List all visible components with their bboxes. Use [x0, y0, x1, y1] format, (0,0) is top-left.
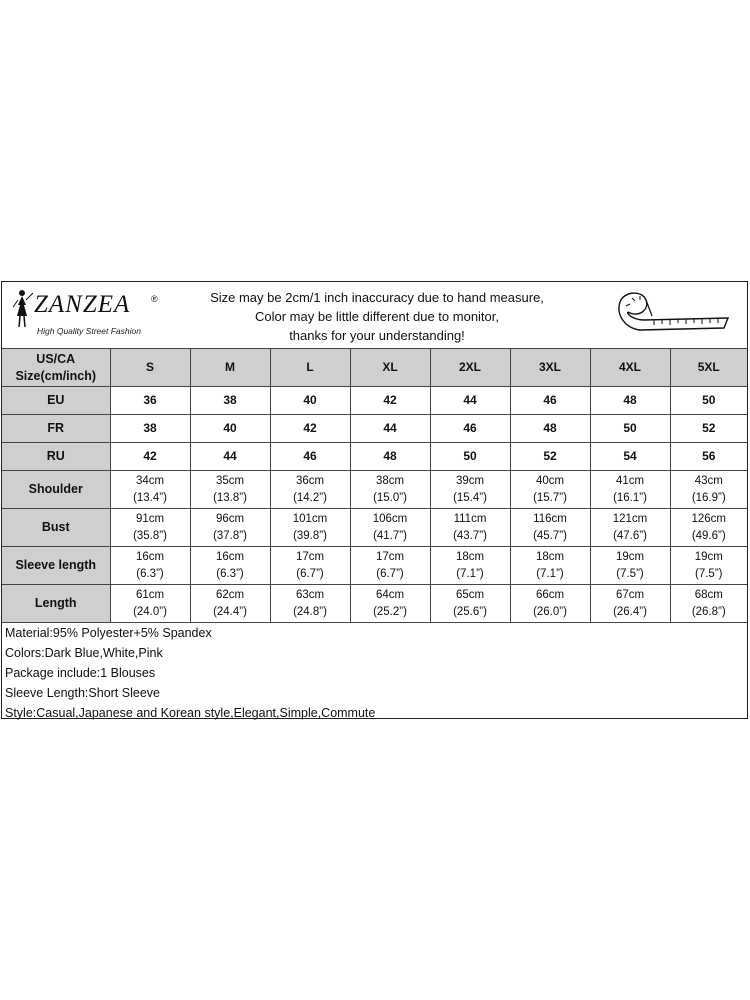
measuring-tape-icon [606, 288, 736, 343]
table-cell: 42 [350, 387, 430, 415]
cm-value: 63cm [295, 588, 325, 601]
cm-value: 35cm [215, 474, 245, 487]
cm-value: 18cm [455, 550, 485, 563]
table-row [2, 415, 747, 443]
table-cell: 42 [110, 443, 190, 471]
table-cell [110, 509, 190, 547]
inch-value: (26.0”) [533, 605, 567, 618]
label-line: Size(cm/inch) [15, 368, 97, 383]
cm-value: 62cm [215, 588, 245, 601]
table-cell [190, 471, 270, 509]
inch-value: (13.8”) [213, 491, 247, 504]
table-cell [110, 471, 190, 509]
row-label: Bust [2, 509, 110, 547]
spec-line: Material:95% Polyester+5% Spandex [5, 626, 212, 640]
registered-mark: ® [151, 294, 158, 304]
cm-value: 67cm [615, 588, 645, 601]
table-row [2, 585, 747, 623]
fashion-figure-icon [10, 289, 36, 329]
row-label: EU [2, 387, 110, 415]
table-cell [110, 547, 190, 585]
brand-name: ZANZEA [34, 291, 131, 318]
brand-logo [8, 287, 188, 343]
cm-value: 17cm [295, 550, 325, 563]
product-specs [5, 623, 375, 723]
table-cell: 50 [670, 387, 747, 415]
table-cell: 54 [590, 443, 670, 471]
cm-value: 38cm [375, 474, 405, 487]
table-cell [430, 471, 510, 509]
table-cell [510, 509, 590, 547]
row-label: FR [2, 415, 110, 443]
table-cell: 48 [590, 387, 670, 415]
note-line: Color may be little different due to monitor, [255, 309, 499, 324]
table-cell: 46 [270, 443, 350, 471]
cm-value: 101cm [292, 512, 328, 525]
size-chart-sheet [1, 281, 748, 719]
table-cell: 52 [510, 443, 590, 471]
table-cell: 50 [590, 415, 670, 443]
table-row [2, 387, 747, 415]
table-cell [350, 585, 430, 623]
table-cell: 52 [670, 415, 747, 443]
chart-header [2, 282, 747, 349]
inch-value: (25.6”) [453, 605, 487, 618]
cm-value: 68cm [694, 588, 723, 601]
cm-value: 17cm [375, 550, 405, 563]
cm-value: 121cm [612, 512, 648, 525]
cm-value: 91cm [135, 512, 165, 525]
inch-value: (25.2”) [373, 605, 407, 618]
table-cell [590, 585, 670, 623]
inch-value: (7.1”) [456, 567, 484, 580]
table-cell: 40 [190, 415, 270, 443]
inch-value: (49.6”) [691, 529, 726, 542]
cm-value: 19cm [694, 550, 723, 563]
table-cell: 38 [190, 387, 270, 415]
table-cell [670, 509, 747, 547]
cm-value: 16cm [135, 550, 165, 563]
size-header: M [190, 349, 270, 387]
inch-value: (37.8”) [213, 529, 247, 542]
spec-line: Style:Casual,Japanese and Korean style,Elegant,Simple,Commute [5, 706, 376, 720]
table-cell: 38 [110, 415, 190, 443]
table-cell [510, 585, 590, 623]
cm-value: 66cm [535, 588, 565, 601]
inch-value: (24.0”) [133, 605, 167, 618]
inch-value: (26.4”) [613, 605, 647, 618]
table-cell [350, 471, 430, 509]
cm-value: 43cm [694, 474, 723, 487]
row-label: RU [2, 443, 110, 471]
table-cell [430, 547, 510, 585]
table-cell [190, 509, 270, 547]
inch-value: (16.1”) [613, 491, 647, 504]
table-cell [670, 471, 747, 509]
table-row [2, 547, 747, 585]
table-cell [270, 547, 350, 585]
inch-value: (7.5”) [616, 567, 644, 580]
table-cell [190, 547, 270, 585]
brand-tagline: High Quality Street Fashion [37, 326, 141, 336]
inch-value: (16.9”) [691, 491, 726, 504]
table-cell [510, 471, 590, 509]
cm-value: 111cm [453, 512, 487, 525]
table-row [2, 443, 747, 471]
table-cell: 46 [430, 415, 510, 443]
row-label: Shoulder [2, 471, 110, 509]
cm-value: 39cm [455, 474, 485, 487]
cm-value: 18cm [535, 550, 565, 563]
table-cell [110, 585, 190, 623]
table-row [2, 471, 747, 509]
inch-value: (45.7”) [533, 529, 567, 542]
inch-value: (6.7”) [376, 567, 404, 580]
inch-value: (47.6”) [613, 529, 647, 542]
size-header: 5XL [670, 349, 747, 387]
size-header: XL [350, 349, 430, 387]
size-header-row [2, 349, 747, 387]
table-cell: 48 [510, 415, 590, 443]
inch-value: (15.4”) [453, 491, 487, 504]
row-label: Length [2, 585, 110, 623]
cm-value: 36cm [295, 474, 325, 487]
inch-value: (7.5”) [695, 567, 723, 580]
table-cell: 42 [270, 415, 350, 443]
table-cell [590, 471, 670, 509]
note-line: Size may be 2cm/1 inch inaccuracy due to hand measure, [210, 290, 544, 305]
size-header: 2XL [430, 349, 510, 387]
inch-value: (6.7”) [296, 567, 324, 580]
size-table [2, 348, 747, 623]
inch-value: (15.7”) [533, 491, 567, 504]
cm-value: 40cm [535, 474, 565, 487]
cm-value: 126cm [691, 512, 727, 525]
table-cell: 40 [270, 387, 350, 415]
table-cell [350, 547, 430, 585]
table-cell [590, 509, 670, 547]
cm-value: 34cm [135, 474, 165, 487]
table-cell: 46 [510, 387, 590, 415]
table-cell [270, 471, 350, 509]
cm-value: 41cm [615, 474, 645, 487]
table-cell [670, 547, 747, 585]
table-cell: 56 [670, 443, 747, 471]
inch-value: (6.3”) [136, 567, 164, 580]
cm-value: 64cm [375, 588, 405, 601]
size-column-label [2, 349, 110, 387]
row-label: Sleeve length [2, 547, 110, 585]
measurement-notes [192, 288, 562, 345]
inch-value: (24.4”) [213, 605, 247, 618]
cm-value: 19cm [615, 550, 645, 563]
table-cell: 44 [430, 387, 510, 415]
inch-value: (43.7”) [453, 529, 487, 542]
table-cell [190, 585, 270, 623]
table-cell: 44 [190, 443, 270, 471]
table-cell [270, 509, 350, 547]
table-row [2, 509, 747, 547]
inch-value: (6.3”) [216, 567, 244, 580]
spec-line: Sleeve Length:Short Sleeve [5, 686, 160, 700]
table-cell: 50 [430, 443, 510, 471]
size-header: 4XL [590, 349, 670, 387]
inch-value: (35.8”) [133, 529, 167, 542]
cm-value: 61cm [135, 588, 165, 601]
table-cell: 44 [350, 415, 430, 443]
inch-value: (26.8”) [691, 605, 726, 618]
inch-value: (39.8”) [293, 529, 327, 542]
cm-value: 16cm [215, 550, 245, 563]
table-cell [590, 547, 670, 585]
size-header: 3XL [510, 349, 590, 387]
note-line: thanks for your understanding! [289, 328, 465, 343]
table-cell: 48 [350, 443, 430, 471]
size-header: S [110, 349, 190, 387]
cm-value: 106cm [372, 512, 408, 525]
table-cell [430, 509, 510, 547]
table-cell [270, 585, 350, 623]
spec-line: Colors:Dark Blue,White,Pink [5, 646, 163, 660]
size-header: L [270, 349, 350, 387]
inch-value: (15.0”) [373, 491, 407, 504]
table-cell: 36 [110, 387, 190, 415]
inch-value: (7.1”) [536, 567, 564, 580]
inch-value: (24.8”) [293, 605, 327, 618]
spec-line: Package include:1 Blouses [5, 666, 156, 680]
cm-value: 116cm [533, 512, 567, 525]
inch-value: (14.2”) [293, 491, 327, 504]
cm-value: 65cm [455, 588, 485, 601]
label-line: US/CA [36, 351, 76, 366]
cm-value: 96cm [215, 512, 245, 525]
table-cell [350, 509, 430, 547]
table-cell [670, 585, 747, 623]
table-cell [510, 547, 590, 585]
inch-value: (13.4”) [133, 491, 167, 504]
inch-value: (41.7”) [373, 529, 407, 542]
table-cell [430, 585, 510, 623]
